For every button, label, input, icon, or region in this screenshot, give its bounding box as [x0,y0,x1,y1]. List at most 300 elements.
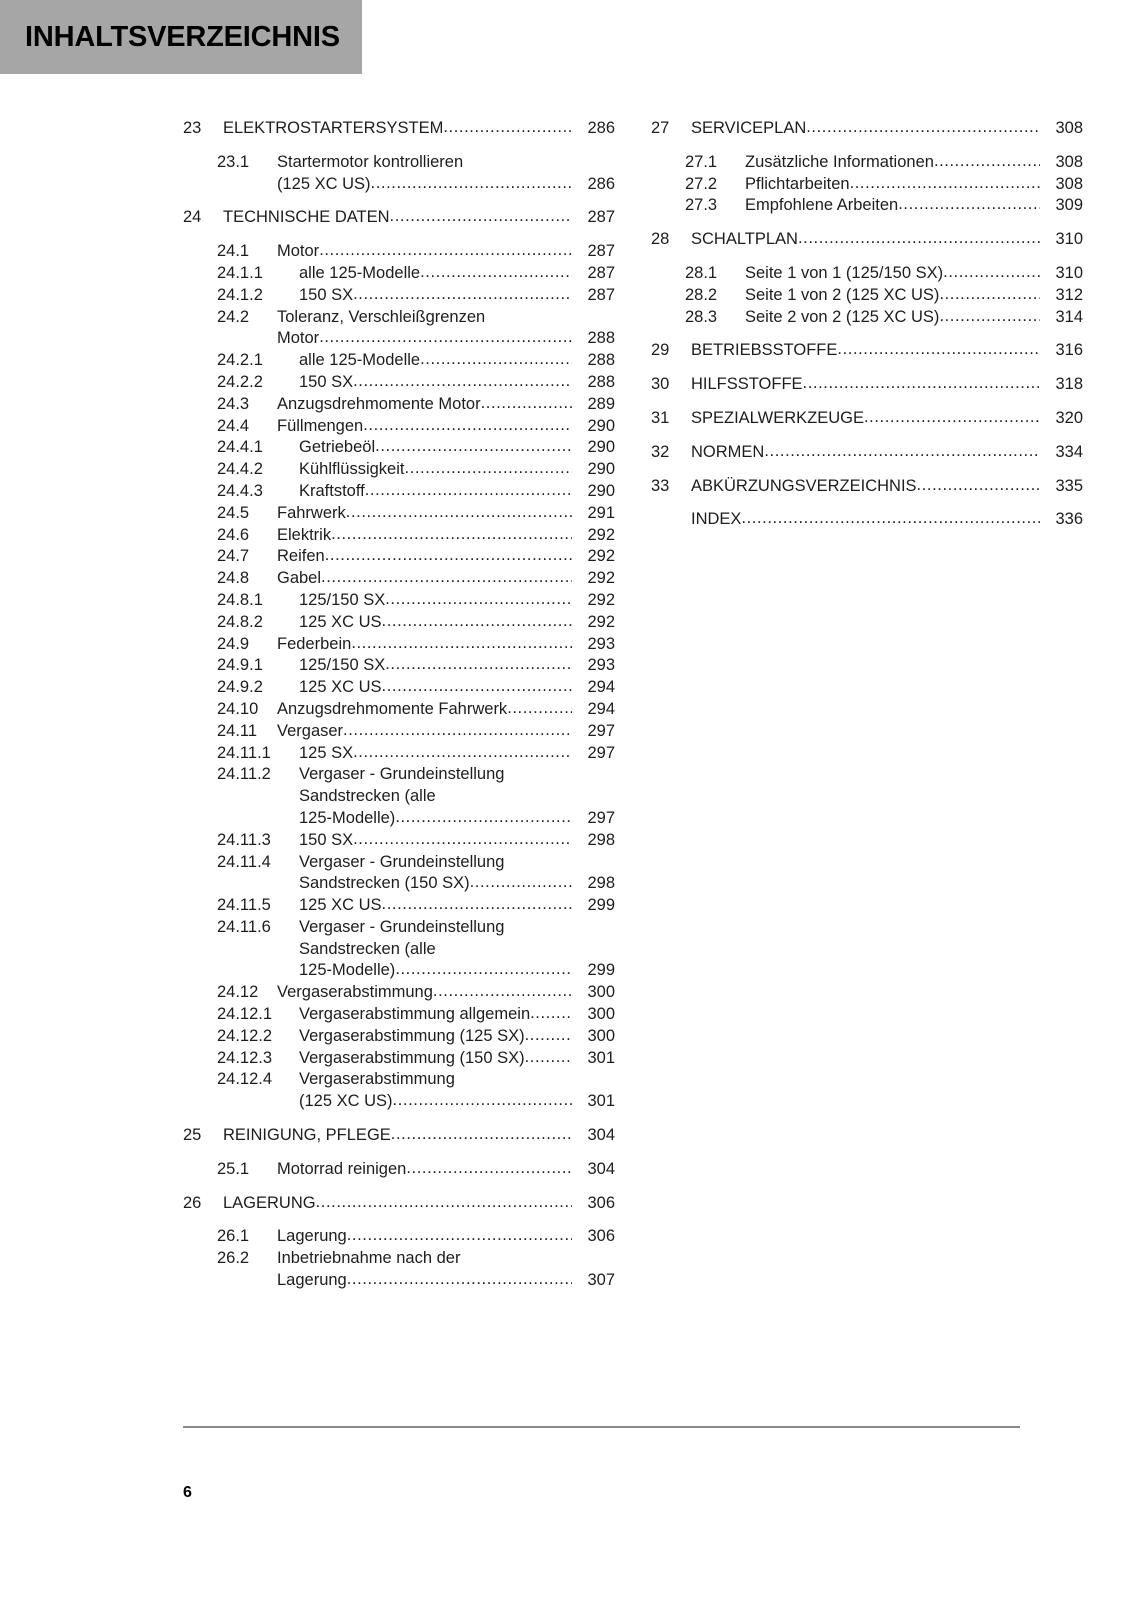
toc-entry-title-block [299,1069,615,1113]
toc-entry-last-line [299,372,615,394]
toc-entry-title: 125 XC US [299,678,382,697]
toc-entry[interactable] [181,263,615,285]
toc-entry-number: 31 [651,408,670,427]
toc-entry-title-block [277,503,615,525]
toc-entry-title: Anzugsdrehmomente Motor [277,394,481,413]
toc-entry-title-block [745,263,1083,285]
dot-leader [382,611,572,633]
dot-leader [837,339,1040,361]
toc-entry[interactable] [181,1159,615,1181]
toc-entry[interactable] [181,481,615,503]
toc-entry-title: SERVICEPLAN [691,119,807,137]
dot-leader [353,284,572,306]
toc-entry[interactable] [649,307,1083,329]
toc-entry-title-block [223,118,615,140]
toc-entry-title-block [299,1004,615,1026]
toc-entry-number: 24.9.2 [217,678,263,697]
dot-leader [939,306,1040,328]
toc-entry[interactable] [649,285,1083,307]
toc-entry-number: 24.11.6 [217,917,271,936]
toc-entry-title-block [277,307,615,351]
toc-entry[interactable] [649,340,1083,362]
toc-entry-title: Getriebeöl [299,438,376,457]
toc-entry-title: Kühlflüssigkeit [299,460,405,479]
toc-entry-title-line: Toleranz, Verschleißgrenzen [277,307,486,326]
toc-entry-title-block [277,394,615,416]
toc-entry-last-line [299,263,615,285]
toc-entry-last-line [299,895,615,917]
toc-entry-page: 308 [1055,152,1083,171]
toc-entry-number: 28.1 [685,263,718,282]
dot-leader [353,371,572,393]
toc-entry[interactable] [181,764,615,829]
toc-entry[interactable] [649,174,1083,196]
toc-entry-title-block [691,476,1083,498]
toc-entry-title: Federbein [277,634,352,653]
toc-entry[interactable] [181,655,615,677]
toc-entry-page: 306 [587,1227,615,1246]
toc-entry-number: 24.1.1 [217,263,263,282]
toc-entry-number: 24.11.1 [217,743,271,762]
toc-entry-title-block [299,895,615,917]
dot-leader [346,502,572,524]
toc-entry-number: 24.9.1 [217,656,263,675]
toc-entry-page: 300 [587,1026,615,1045]
toc-entry-title-block [299,677,615,699]
toc-entry-number: 24.2 [217,307,250,326]
toc-entry-last-line [299,677,615,699]
toc-entry-title: HILFSSTOFFE [691,375,803,394]
dot-leader [741,508,1040,530]
dot-leader [939,284,1040,306]
toc-entry[interactable] [181,852,615,896]
footer-page-number: 6 [183,1484,192,1501]
toc-entry[interactable] [181,307,615,351]
toc-entry-page: 335 [1055,476,1083,495]
toc-entry-title-block [691,442,1083,464]
toc-entry-title-block [299,481,615,503]
toc-entry-page: 297 [587,743,615,762]
toc-entry-title-block [277,1226,615,1248]
toc-entry-last-line [691,229,1083,251]
toc-entry-title: Anzugsdrehmomente Fahrwerk [277,699,508,718]
toc-entry-last-line [745,285,1083,307]
toc-entry[interactable] [181,285,615,307]
toc-entry[interactable] [649,229,1083,251]
toc-entry-last-line [299,1004,615,1026]
toc-entry-title-block [299,852,615,896]
toc-entry-title-block [691,118,1083,140]
toc-entry-title-block [691,229,1083,251]
toc-entry-last-line [299,743,615,765]
toc-entry-title: alle 125-Modelle [299,351,421,370]
table-of-contents [0,118,1130,1292]
toc-entry-last-line [277,568,615,590]
toc-entry-title-block [691,408,1083,430]
toc-entry[interactable] [181,459,615,481]
dot-leader [363,415,572,437]
toc-entry-number: 26 [183,1193,202,1212]
toc-entry[interactable] [181,1125,615,1147]
toc-entry-number: 24.1.2 [217,285,263,304]
toc-entry[interactable] [649,152,1083,174]
toc-entry-title: 125/150 SX [299,656,386,675]
toc-entry-page: 299 [587,896,615,915]
toc-entry[interactable] [181,1026,615,1048]
toc-entry-page: 287 [587,285,615,304]
toc-entry-title-line: Vergaser - Grundeinstellung [299,765,505,784]
toc-entry-last-line [691,340,1083,362]
toc-entry-number: 28.2 [685,285,718,304]
toc-entry-page: 336 [1055,510,1083,529]
toc-entry-number: 25.1 [217,1159,250,1178]
dot-leader [319,240,572,262]
toc-entry-number: 33 [651,476,670,495]
toc-entry-title: Gabel [277,569,322,588]
toc-entry-last-line [691,118,1083,140]
toc-entry[interactable] [181,1248,615,1292]
toc-entry-page: 286 [587,119,615,137]
toc-entry[interactable] [181,743,615,765]
toc-entry-last-line [299,459,615,481]
toc-entry[interactable] [181,677,615,699]
toc-entry-last-line [277,241,615,263]
toc-entry[interactable] [181,568,615,590]
toc-entry-title: Vergaserabstimmung allgemein [299,1005,531,1024]
toc-entry[interactable] [181,350,615,372]
dot-leader [343,720,572,742]
toc-entry-page: 293 [587,634,615,653]
toc-entry-page: 304 [587,1159,615,1178]
toc-entry-last-line [691,408,1083,430]
toc-entry[interactable] [181,982,615,1004]
dot-leader [365,480,572,502]
toc-entry-number: 24.12.3 [217,1048,273,1067]
toc-entry[interactable] [181,590,615,612]
toc-entry-page: 291 [587,503,615,522]
toc-entry-title: Vergaserabstimmung [277,983,433,1002]
toc-entry-last-line [277,416,615,438]
toc-entry-title-block [691,509,1083,531]
toc-entry-page: 310 [1055,263,1083,282]
toc-entry[interactable] [181,895,615,917]
toc-entry-title: Füllmengen [277,416,364,435]
toc-entry-page: 297 [587,808,615,827]
toc-entry[interactable] [181,437,615,459]
toc-entry-number: 32 [651,442,670,461]
toc-entry-last-line [277,1270,615,1292]
toc-entry-page: 314 [1055,307,1083,326]
toc-entry[interactable] [649,442,1083,464]
toc-entry-page: 307 [587,1271,615,1290]
toc-entry-number: 24.12.1 [217,1005,273,1024]
toc-entry[interactable] [181,1048,615,1070]
dot-leader [917,475,1040,497]
toc-entry-number: 24.7 [217,547,250,566]
toc-entry-page: 334 [1055,442,1083,461]
toc-entry-title-block [299,590,615,612]
toc-entry[interactable] [181,1226,615,1248]
toc-column-left [181,118,615,1292]
dot-leader [393,1090,572,1112]
toc-entry-title-line: Sandstrecken (alle [299,787,436,806]
toc-entry-number: 24.12.2 [217,1026,273,1045]
toc-entry-number: 27 [651,119,670,137]
toc-entry[interactable] [181,152,615,196]
toc-entry-page: 306 [587,1193,615,1212]
toc-entry-title: 150 SX [299,285,354,304]
toc-entry-title: 125/150 SX [299,590,386,609]
toc-entry[interactable] [649,476,1083,498]
toc-entry-page: 300 [587,983,615,1002]
toc-entry-number: 24.10 [217,699,259,718]
toc-entry-last-line [277,1226,615,1248]
toc-entry-title: Vergaserabstimmung (150 SX) [299,1048,525,1067]
dot-leader [351,633,572,655]
toc-entry-last-line [299,285,615,307]
toc-entry-last-line [691,374,1083,396]
dot-leader [347,1225,572,1247]
toc-entry-title: Zusätzliche Informationen [745,152,934,171]
dot-leader [530,1003,572,1025]
toc-entry-last-line [223,1125,615,1147]
toc-entry-title: Empfohlene Arbeiten [745,196,899,215]
toc-entry[interactable] [181,207,615,229]
dot-leader [331,524,572,546]
dot-leader [507,698,572,720]
toc-entry-number: 24.11.5 [217,896,271,915]
toc-entry-title-block [277,1159,615,1181]
dot-leader [375,436,572,458]
dot-leader [316,1192,572,1214]
toc-entry-number: 24.12 [217,983,259,1002]
toc-entry[interactable] [181,830,615,852]
toc-entry-title-block [277,241,615,263]
dot-leader [391,1124,572,1146]
dot-leader [864,407,1040,429]
toc-entry-last-line [299,655,615,677]
dot-leader [898,194,1040,216]
toc-entry[interactable] [649,408,1083,430]
toc-entry-last-line [691,509,1083,531]
toc-entry[interactable] [649,263,1083,285]
toc-entry-page: 320 [1055,408,1083,427]
toc-entry-title: Kraftstoff [299,481,365,500]
toc-entry-page: 308 [1055,119,1083,137]
toc-entry-last-line [299,612,615,634]
toc-entry[interactable] [181,612,615,634]
toc-entry-page: 299 [587,961,615,980]
toc-entry-title-block [277,721,615,743]
toc-entry[interactable] [649,195,1083,217]
toc-entry[interactable] [181,1069,615,1113]
dot-leader [470,872,572,894]
toc-entry-title: SPEZIALWERKZEUGE [691,408,864,427]
toc-entry-title: ELEKTROSTARTERSYSTEM [223,119,444,137]
toc-entry-last-line [277,174,615,196]
toc-entry[interactable] [181,634,615,656]
toc-entry-title-block [277,982,615,1004]
toc-entry[interactable] [181,394,615,416]
toc-entry-last-line [277,394,615,416]
toc-entry[interactable] [181,917,615,982]
toc-entry-page: 292 [587,569,615,588]
toc-entry-title-block [299,612,615,634]
toc-entry-number: 24.5 [217,503,250,522]
toc-entry[interactable] [649,374,1083,396]
toc-entry-number: 24.6 [217,525,250,544]
toc-entry-page: 297 [587,721,615,740]
toc-entry[interactable] [181,372,615,394]
toc-entry-number: 24.8.2 [217,612,263,631]
toc-entry-page: 304 [587,1126,615,1145]
toc-entry-title: 125 SX [299,743,354,762]
toc-entry-page: 301 [587,1048,615,1067]
toc-entry-title: Pflichtarbeiten [745,174,850,193]
toc-entry-number: 24.11 [217,721,258,740]
toc-entry-page: 287 [587,208,615,227]
toc-entry-number: 29 [651,341,670,360]
toc-entry[interactable] [181,1004,615,1026]
toc-entry-page: 290 [587,460,615,479]
toc-entry-title: TECHNISCHE DATEN [223,208,390,227]
toc-entry-page: 287 [587,242,615,261]
toc-entry[interactable] [181,241,615,263]
toc-entry-title-block [745,307,1083,329]
toc-entry-last-line [299,1048,615,1070]
dot-leader [385,654,572,676]
dot-leader [525,1025,572,1047]
toc-entry[interactable] [649,509,1083,531]
dot-leader [850,173,1040,195]
toc-entry-number: 24.8.1 [217,590,263,609]
toc-entry-title-block [299,655,615,677]
dot-leader [395,959,572,981]
toc-entry-last-line [277,721,615,743]
toc-entry-title: 125-Modelle) [299,808,396,827]
toc-entry[interactable] [181,503,615,525]
toc-entry-title: Sandstrecken (150 SX) [299,874,470,893]
toc-entry-number: 27.1 [685,152,718,171]
toc-entry-title-block [299,437,615,459]
toc-entry-title-line: Vergaser - Grundeinstellung [299,852,505,871]
dot-leader [395,807,572,829]
toc-entry-page: 292 [587,590,615,609]
toc-entry-title: Seite 2 von 2 (125 XC US) [745,307,940,326]
toc-entry-number: 27.3 [685,196,718,215]
toc-entry[interactable] [181,1193,615,1215]
toc-entry-number: 24.8 [217,569,250,588]
dot-leader [420,349,572,371]
dot-leader [525,1047,572,1069]
toc-entry-title: NORMEN [691,442,765,461]
toc-entry-number: 26.1 [217,1227,250,1246]
dot-leader [433,981,572,1003]
toc-entry-last-line [299,808,615,830]
toc-entry-last-line [277,328,615,350]
toc-entry-number: 24 [183,208,202,227]
toc-entry-page: 288 [587,351,615,370]
toc-column-right [649,118,1083,543]
toc-entry-title-line: Sandstrecken (alle [299,939,436,958]
dot-leader [798,228,1040,250]
toc-entry-title: Reifen [277,547,325,566]
toc-entry-number: 24.2.1 [217,351,263,370]
toc-entry-title-block [277,416,615,438]
toc-entry-title: Seite 1 von 2 (125 XC US) [745,285,940,304]
toc-entry-page: 298 [587,874,615,893]
toc-entry-number: 24.11.4 [217,852,271,871]
toc-entry-title-line: Inbetriebnahme nach der [277,1249,461,1268]
toc-entry-title: Lagerung [277,1227,347,1246]
toc-entry-title: Motorrad reinigen [277,1159,407,1178]
toc-entry-title-block [745,152,1083,174]
toc-entry[interactable] [181,699,615,721]
toc-entry-page: 300 [587,1005,615,1024]
toc-entry-title: (125 XC US) [277,174,371,193]
toc-entry-title-block [277,699,615,721]
toc-entry-page: 293 [587,656,615,675]
toc-entry-number: 30 [651,375,670,394]
toc-entry-title: Vergaserabstimmung (125 SX) [299,1026,525,1045]
toc-entry-title-block [223,207,615,229]
toc-entry-number: 24.4.1 [217,438,263,457]
toc-entry-title-block [277,152,615,196]
footer-divider [183,1426,1020,1428]
toc-entry-title-block [277,568,615,590]
toc-entry-page: 290 [587,416,615,435]
toc-entry-page: 312 [1055,285,1083,304]
dot-leader [934,151,1040,173]
toc-entry-title-block [299,1026,615,1048]
toc-entry-number: 24.9 [217,634,250,653]
toc-entry-number: 24.4 [217,416,250,435]
toc-entry-last-line [745,152,1083,174]
toc-entry-title-block [745,174,1083,196]
toc-entry[interactable] [649,118,1083,140]
toc-entry-last-line [277,982,615,1004]
toc-entry-title: Seite 1 von 1 (125/150 SX) [745,263,944,282]
toc-entry-title-line: Vergaserabstimmung [299,1070,455,1089]
toc-entry-number: 27.2 [685,174,718,193]
toc-entry-last-line [277,525,615,547]
toc-entry[interactable] [181,118,615,140]
toc-entry[interactable] [181,525,615,547]
toc-entry-title: Lagerung [277,1271,347,1290]
toc-entry-last-line [277,634,615,656]
dot-leader [803,373,1040,395]
toc-entry-last-line [223,1193,615,1215]
toc-entry-page: 288 [587,372,615,391]
page-title: INHALTSVERZEICHNIS [25,21,340,53]
toc-entry-title: BETRIEBSSTOFFE [691,341,838,360]
toc-entry[interactable] [181,416,615,438]
toc-entry-page: 310 [1055,230,1083,249]
toc-entry-last-line [299,350,615,372]
toc-entry-last-line [299,960,615,982]
dot-leader [382,676,572,698]
toc-entry-last-line [299,830,615,852]
toc-entry-title: Vergaser [277,721,344,740]
toc-entry[interactable] [181,721,615,743]
dot-leader [764,441,1040,463]
toc-entry-title: alle 125-Modelle [299,263,421,282]
toc-entry[interactable] [181,546,615,568]
dot-leader [404,458,572,480]
toc-entry-number: 24.11.3 [217,830,271,849]
toc-entry-last-line [277,546,615,568]
dot-leader [481,393,572,415]
